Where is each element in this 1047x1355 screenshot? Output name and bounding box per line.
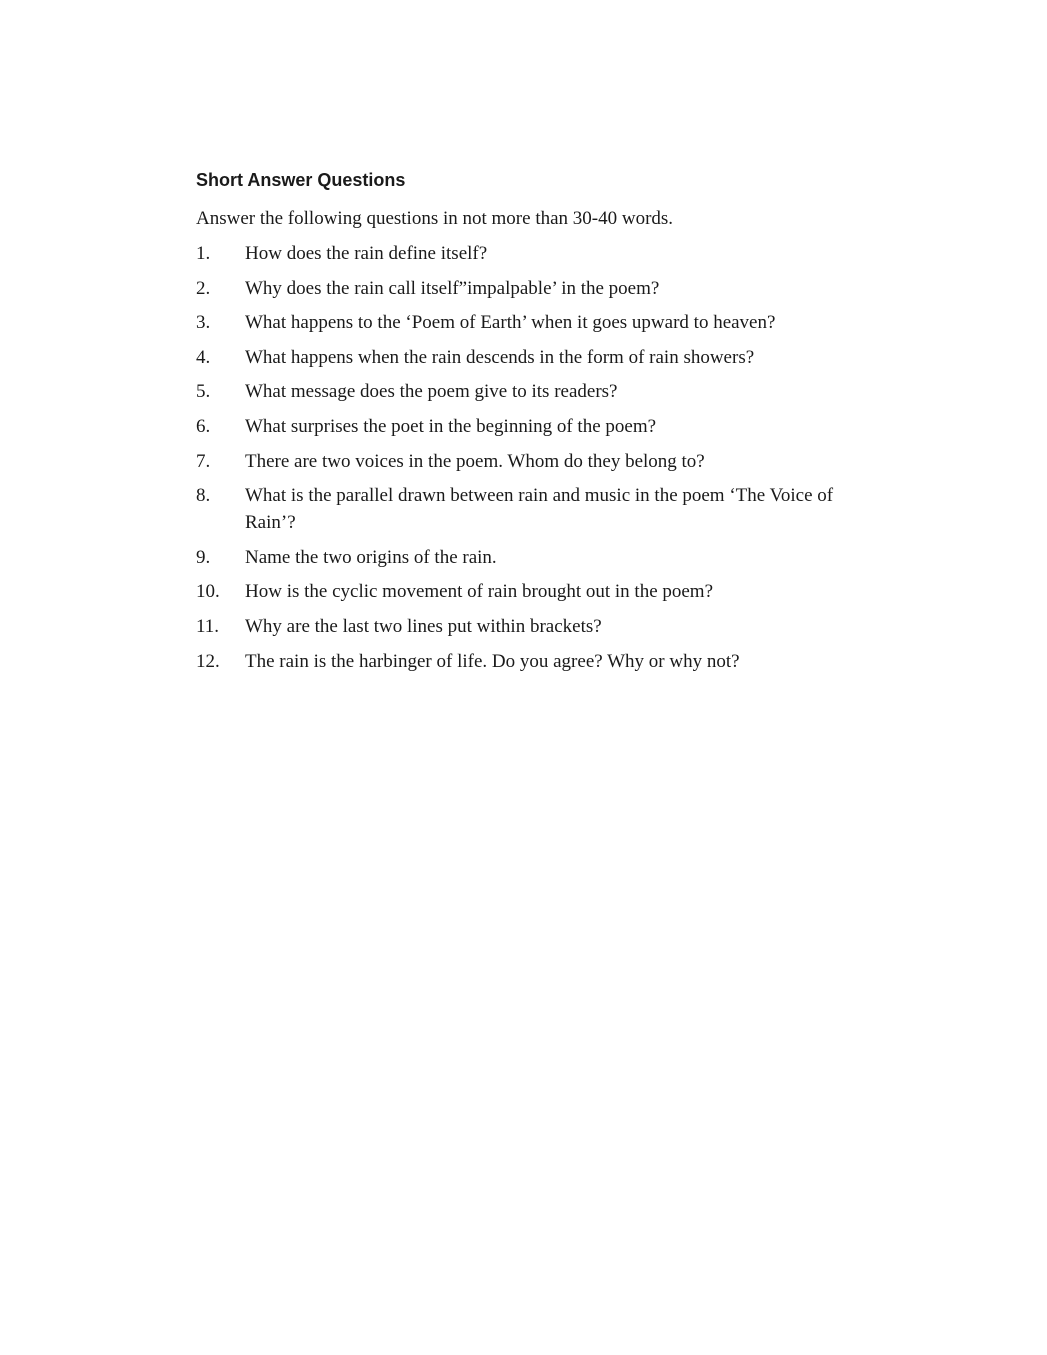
question-item — [196, 240, 886, 267]
question-list — [196, 240, 886, 675]
question-text: What is the parallel drawn between rain and music in the poem ‘The Voice of Rain’? — [245, 485, 834, 534]
question-text: Why are the last two lines put within brackets? — [245, 615, 602, 637]
question-item — [196, 578, 886, 605]
question-text: How does the rain define itself? — [245, 243, 488, 264]
question-item — [196, 544, 886, 571]
question-number: 2. — [196, 277, 211, 299]
question-text: What surprises the poet in the beginning of the poem? — [245, 415, 657, 437]
question-item — [196, 378, 886, 405]
question-item — [196, 413, 886, 440]
question-number: 9. — [196, 546, 211, 568]
question-number: 8. — [196, 485, 211, 507]
question-item — [196, 613, 886, 640]
question-item — [196, 344, 886, 371]
question-text: Why does the rain call itself”impalpable’ in the poem? — [245, 277, 660, 299]
question-number: 11. — [196, 615, 220, 637]
question-text: The rain is the harbinger of life. Do you agree? Why or why not? — [245, 650, 740, 672]
question-number: 3. — [196, 312, 211, 334]
question-number: 7. — [196, 450, 211, 472]
question-number: 5. — [196, 381, 211, 403]
question-text: What happens to the ‘Poem of Earth’ when it goes upward to heaven? — [245, 312, 776, 334]
question-number: 1. — [196, 243, 211, 264]
instruction-text: Answer the following questions in not more than 30-40 words. — [196, 208, 674, 229]
question-number: 12. — [196, 650, 220, 672]
question-text: What message does the poem give to its readers? — [245, 381, 618, 403]
question-number: 4. — [196, 346, 211, 368]
question-item — [196, 648, 886, 675]
question-item — [196, 448, 886, 475]
question-item — [196, 482, 886, 536]
question-text: How is the cyclic movement of rain brought out in the poem? — [245, 581, 714, 603]
question-item — [196, 309, 886, 336]
question-number: 10. — [196, 581, 220, 603]
document-page — [196, 168, 886, 682]
question-number: 6. — [196, 415, 211, 437]
question-item — [196, 275, 886, 302]
section-heading: Short Answer Questions — [196, 170, 406, 190]
question-text: There are two voices in the poem. Whom do they belong to? — [245, 450, 705, 472]
question-text: What happens when the rain descends in the form of rain showers? — [245, 346, 755, 368]
question-text: Name the two origins of the rain. — [245, 546, 497, 568]
